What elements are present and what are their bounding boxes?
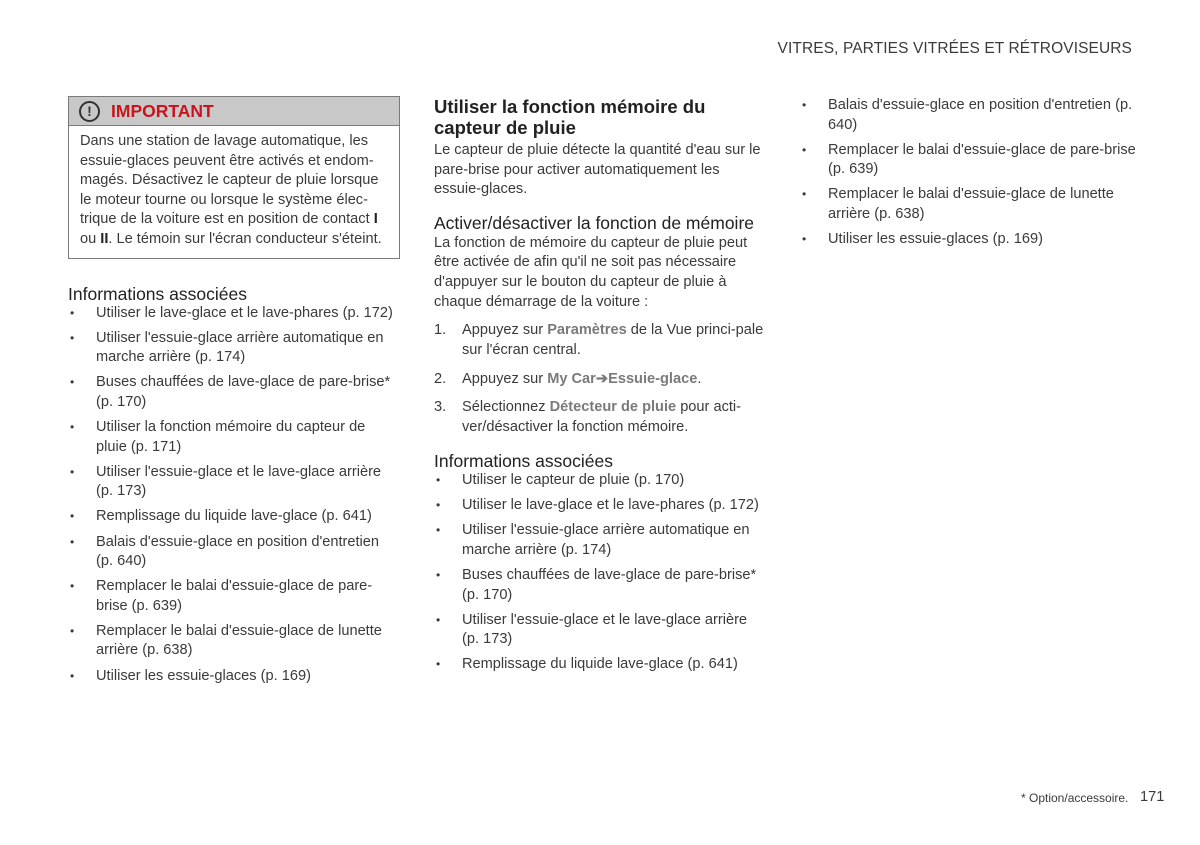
related-info-text: Utiliser les essuie-glaces (p. 169) xyxy=(828,231,1043,248)
bullet-icon: • xyxy=(436,498,441,513)
related-info-text: Buses chauffées de lave-glace de pare-brise* (p. 170) xyxy=(462,567,757,603)
bullet-icon: • xyxy=(436,657,441,672)
ignition-position-2: II xyxy=(100,230,109,247)
bullet-icon: • xyxy=(70,420,75,435)
column-middle xyxy=(434,96,766,680)
bullet-icon: • xyxy=(802,232,807,247)
related-info-link[interactable] xyxy=(68,622,400,661)
related-info-text: Balais d'essuie-glace en position d'entretien (p. 640) xyxy=(828,97,1133,133)
important-box xyxy=(68,96,400,259)
step-text: Appuyez sur xyxy=(462,371,548,388)
related-info-text: Remplissage du liquide lave-glace (p. 641) xyxy=(462,656,738,673)
related-info-link[interactable] xyxy=(68,373,400,412)
bullet-icon: • xyxy=(70,579,75,594)
arrow-right-icon: ➔ xyxy=(595,371,609,388)
related-info-link[interactable] xyxy=(68,507,400,527)
related-info-link[interactable] xyxy=(800,185,1140,224)
section-intro: Le capteur de pluie détecte la quantité d'eau sur le pare-brise pour activer automatiquement les essuie-glaces. xyxy=(434,142,761,198)
step-number: 3. xyxy=(434,398,447,415)
related-info-link[interactable] xyxy=(434,496,766,516)
related-info-text: Remplacer le balai d'essuie-glace de pare-brise (p. 639) xyxy=(96,578,373,614)
related-info-link[interactable] xyxy=(68,329,400,368)
bullet-icon: • xyxy=(802,142,807,157)
step-text: de la Vue princi-pale sur l'écran central. xyxy=(462,322,764,358)
related-info-link[interactable] xyxy=(434,566,766,605)
ui-label-detecteur-de-pluie: Détecteur de pluie xyxy=(549,398,677,415)
column-left xyxy=(68,96,400,692)
related-info-link[interactable] xyxy=(434,655,766,675)
related-info-link[interactable] xyxy=(434,471,766,491)
related-info-text: Remplacer le balai d'essuie-glace de lunette arrière (p. 638) xyxy=(828,186,1114,222)
step-item xyxy=(434,398,766,437)
bullet-icon: • xyxy=(436,612,441,627)
related-info-link[interactable] xyxy=(800,96,1140,135)
step-item xyxy=(434,321,766,360)
bullet-icon: • xyxy=(436,523,441,538)
ignition-position-1: I xyxy=(373,211,378,228)
step-text: . xyxy=(697,371,702,388)
important-header xyxy=(69,97,399,126)
important-text-part: Dans une station de lavage automatique, les essuie-glaces peuvent être activés et endom-magés. Désactivez le capteur de pluie lorsque le moteur tourne ou lorsque le système élec-trique de la voiture est en position de contact xyxy=(80,133,379,228)
step-text: Sélectionnez xyxy=(462,398,550,415)
related-info-text: Utiliser l'essuie-glace arrière automatique en marche arrière (p. 174) xyxy=(96,329,384,366)
footnote: * Option/accessoire. xyxy=(1021,791,1129,805)
related-info-text: Utiliser la fonction mémoire du capteur de pluie (p. 171) xyxy=(96,419,366,455)
step-number: 2. xyxy=(434,371,447,388)
steps-list xyxy=(434,321,766,437)
related-info-link[interactable] xyxy=(434,521,766,560)
related-info-link[interactable] xyxy=(68,463,400,502)
bullet-icon: • xyxy=(70,623,75,638)
related-info-text: Remplacer le balai d'essuie-glace de pare-brise (p. 639) xyxy=(828,141,1136,178)
related-info-heading: Informations associées xyxy=(68,283,247,304)
related-info-list xyxy=(434,471,766,675)
related-info-link[interactable] xyxy=(68,304,400,324)
bullet-icon: • xyxy=(802,98,807,112)
ui-label-essuie-glace: Essuie-glace xyxy=(608,371,698,388)
related-info-text: Utiliser le lave-glace et le lave-phares (p. 172) xyxy=(96,304,393,321)
related-info-link[interactable] xyxy=(434,611,766,650)
related-info-list xyxy=(68,304,400,687)
related-info-text: Utiliser le lave-glace et le lave-phares (p. 172) xyxy=(462,497,759,514)
related-info-list-continued xyxy=(800,96,1140,250)
bullet-icon: • xyxy=(436,568,441,582)
ui-label-my-car: My Car xyxy=(547,371,596,388)
related-info-link[interactable] xyxy=(68,577,400,616)
important-text-part: ou xyxy=(80,230,101,247)
related-info-text: Utiliser l'essuie-glace et le lave-glace arrière (p. 173) xyxy=(462,611,748,648)
bullet-icon: • xyxy=(436,473,441,488)
related-info-link[interactable] xyxy=(68,418,400,457)
step-item xyxy=(434,370,766,390)
step-text: Appuyez sur xyxy=(462,322,548,339)
bullet-icon: • xyxy=(70,509,75,524)
chapter-title: VITRES, PARTIES VITRÉES ET RÉTROVISEURS xyxy=(777,40,1132,57)
warning-icon: ! xyxy=(79,101,100,122)
section-title: Utiliser la fonction mémoire du capteur de pluie xyxy=(434,96,706,138)
related-info-link[interactable] xyxy=(68,667,400,687)
bullet-icon: • xyxy=(70,668,75,683)
related-info-text: Utiliser l'essuie-glace et le lave-glace arrière (p. 173) xyxy=(96,463,382,500)
bullet-icon: • xyxy=(70,534,75,549)
related-info-text: Remplissage du liquide lave-glace (p. 641) xyxy=(96,508,372,525)
related-info-link[interactable] xyxy=(800,230,1140,250)
related-info-text: Utiliser les essuie-glaces (p. 169) xyxy=(96,667,311,684)
step-number: 1. xyxy=(434,322,447,339)
page-number: 171 xyxy=(1140,789,1165,805)
subsection-title: Activer/désactiver la fonction de mémoire xyxy=(434,212,754,233)
bullet-icon: • xyxy=(70,305,75,320)
related-info-link[interactable] xyxy=(800,141,1140,180)
bullet-icon: • xyxy=(70,375,75,390)
related-info-heading: Informations associées xyxy=(434,451,613,472)
important-text xyxy=(69,126,399,258)
step-text: pour acti-ver/désactiver la fonction mémoire. xyxy=(462,398,742,435)
subsection-text: La fonction de mémoire du capteur de pluie peut être activée de afin qu'il ne soit pas nécessaire d'appuyer sur le bouton du capteur de pluie à chaque démarrage de la voiture : xyxy=(434,234,748,310)
related-info-link[interactable] xyxy=(68,533,400,572)
column-right xyxy=(800,96,1140,255)
bullet-icon: • xyxy=(802,187,807,202)
related-info-text: Remplacer le balai d'essuie-glace de lunette arrière (p. 638) xyxy=(96,622,382,659)
important-text-part: . Le témoin sur l'écran conducteur s'éteint. xyxy=(108,230,382,247)
bullet-icon: • xyxy=(70,464,75,479)
bullet-icon: • xyxy=(70,330,75,345)
important-title: IMPORTANT xyxy=(111,100,214,121)
ui-label-parametres: Paramètres xyxy=(547,322,627,339)
related-info-text: Utiliser l'essuie-glace arrière automatique en marche arrière (p. 174) xyxy=(462,522,750,558)
related-info-text: Utiliser le capteur de pluie (p. 170) xyxy=(462,472,685,489)
related-info-text: Balais d'essuie-glace en position d'entretien (p. 640) xyxy=(96,533,380,570)
related-info-text: Buses chauffées de lave-glace de pare-brise* (p. 170) xyxy=(96,374,391,410)
